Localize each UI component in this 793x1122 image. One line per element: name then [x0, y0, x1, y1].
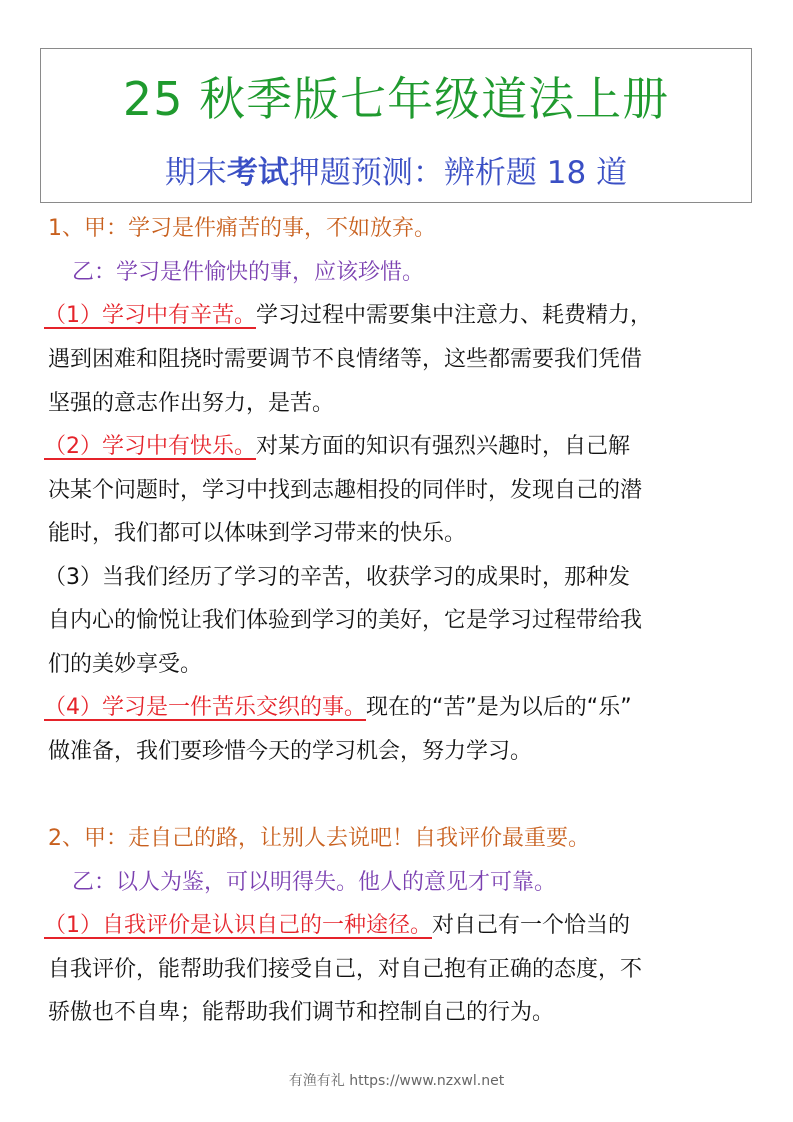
q1-point-2-text: 对某方面的知识有强烈兴趣时，自己解	[256, 434, 631, 459]
q1-point-4-key: （4）学习是一件苦乐交织的事。	[44, 695, 366, 720]
q1-point-2-line-2: 决某个问题时，学习中找到志趣相投的同伴时，发现自己的潜	[48, 478, 643, 503]
q1-point-3-line-1: （3）当我们经历了学习的辛苦，收获学习的成果时，那种发	[44, 565, 630, 590]
q1-point-2-line-3: 能时，我们都可以体味到学习带来的快乐。	[48, 521, 467, 546]
q2-point-1-text: 对自己有一个恰当的	[432, 913, 631, 938]
q2-point-1-line-2: 自我评价，能帮助我们接受自己，对自己抱有正确的态度，不	[48, 957, 643, 982]
q1-point-3-line-2: 自内心的愉悦让我们体验到学习的美好，它是学习过程带给我	[48, 608, 643, 633]
q1-point-4-line-1	[44, 693, 632, 723]
q1-point-4-line-2: 做准备，我们要珍惜今天的学习机会，努力学习。	[48, 739, 533, 764]
page-subtitle	[41, 147, 751, 192]
q1-point-4-text: 现在的“苦”是为以后的“乐”	[366, 695, 632, 720]
subtitle-post: 押题预测：辨析题 18 道	[288, 155, 628, 191]
subtitle-bold: 考试	[226, 155, 289, 191]
q1-point-2-key: （2）学习中有快乐。	[44, 434, 256, 459]
q2-statement-b: 乙：以人为鉴，可以明得失。他人的意见才可靠。	[72, 870, 557, 895]
q1-point-1-line-2: 遇到困难和阻挠时需要调节不良情绪等，这些都需要我们凭借	[48, 347, 643, 372]
q1-point-2-line-1	[44, 432, 630, 462]
q1-statement-a: 1、甲：学习是件痛苦的事，不如放弃。	[48, 216, 436, 241]
q2-point-1-line-1	[44, 911, 630, 941]
q2-point-1-key: （1）自我评价是认识自己的一种途径。	[44, 913, 432, 938]
q1-statement-b: 乙：学习是件愉快的事，应该珍惜。	[72, 260, 425, 285]
q1-point-1-text: 学习过程中需要集中注意力、耗费精力，	[256, 303, 653, 328]
q1-point-1-line-3: 坚强的意志作出努力，是苦。	[48, 391, 335, 416]
q1-point-1-key: （1）学习中有辛苦。	[44, 303, 256, 328]
page-title: 25 秋季版七年级道法上册	[122, 72, 670, 126]
q2-statement-a: 2、甲：走自己的路，让别人去说吧！自我评价最重要。	[48, 826, 590, 851]
subtitle-pre: 期末	[164, 155, 227, 191]
footer-watermark: 有渔有礼 https://www.nzxwl.net	[288, 1073, 505, 1089]
q1-point-3-line-3: 们的美妙享受。	[48, 652, 203, 677]
q2-point-1-line-3: 骄傲也不自卑；能帮助我们调节和控制自己的行为。	[48, 1000, 555, 1025]
q1-point-1-line-1	[44, 301, 652, 331]
title-box	[40, 48, 752, 203]
